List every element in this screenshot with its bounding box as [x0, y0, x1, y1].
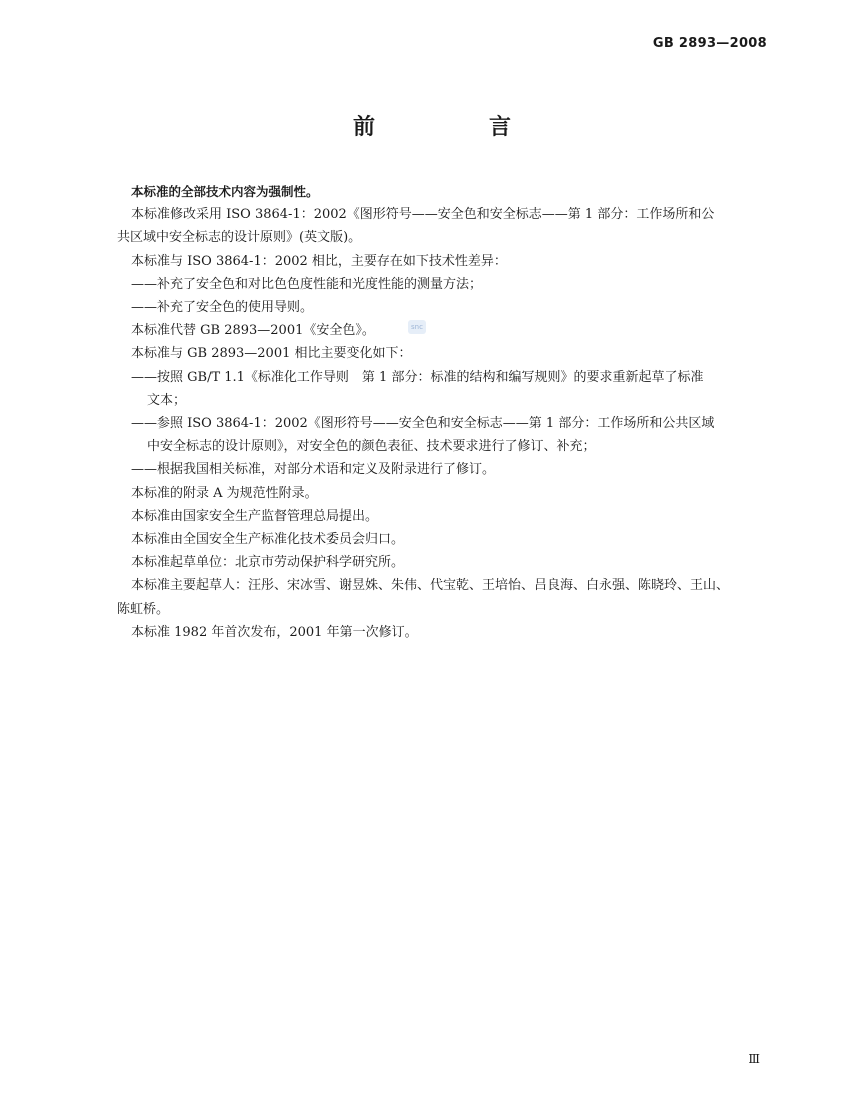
list-item-difference-2: ——补充了安全色的使用导则。 [131, 300, 314, 316]
paragraph-drafters-line2: 陈虹桥。 [117, 601, 170, 617]
list-item-change-2-line1: ——参照 ISO 3864-1：2002《图形符号——安全色和安全标志——第 1 部分：工作场所和公共区域 [131, 416, 715, 432]
paragraph-annex: 本标准的附录 A 为规范性附录。 [131, 485, 318, 501]
page-title: 前 言 [352, 115, 557, 140]
list-item-difference-1: ——补充了安全色和对比色色度性能和光度性能的测量方法； [131, 276, 483, 292]
paragraph-history: 本标准 1982 年首次发布，2001 年第一次修订。 [131, 624, 418, 640]
page-number: Ⅲ [748, 1052, 760, 1066]
paragraph-replaces: 本标准代替 GB 2893—2001《安全色》。 [131, 323, 375, 339]
paragraph-mandatory: 本标准的全部技术内容为强制性。 [131, 184, 319, 199]
watermark-logo: snc [408, 320, 426, 334]
list-item-change-2-line2: 中安全标志的设计原则》，对安全色的颜色表征、技术要求进行了修订、补充； [147, 439, 596, 455]
foreword-body [117, 180, 777, 644]
standard-code: GB 2893—2008 [652, 36, 767, 51]
paragraph-differences: 本标准与 ISO 3864-1：2002 相比，主要存在如下技术性差异： [131, 253, 507, 269]
paragraph-adoption-line1: 本标准修改采用 ISO 3864-1：2002《图形符号——安全色和安全标志——第 1 部分：工作场所和公 [131, 207, 715, 223]
list-item-change-3: ——根据我国相关标准，对部分术语和定义及附录进行了修订。 [131, 462, 496, 478]
paragraph-centralized-by: 本标准由全国安全生产标准化技术委员会归口。 [131, 532, 405, 548]
paragraph-drafters-line1: 本标准主要起草人：汪彤、宋冰雪、谢昱姝、朱伟、代宝乾、王培怡、吕良海、白永强、陈晓玲、王山、 [131, 578, 730, 594]
list-item-change-1-line1: ——按照 GB/T 1.1《标准化工作导则 第 1 部分：标准的结构和编写规则》的要求重新起草了标准 [131, 369, 704, 385]
paragraph-changes: 本标准与 GB 2893—2001 相比主要变化如下： [131, 346, 412, 362]
list-item-change-1-line2: 文本； [147, 392, 187, 408]
paragraph-proposed-by: 本标准由国家安全生产监督管理总局提出。 [131, 508, 379, 524]
paragraph-adoption-line2: 共区域中安全标志的设计原则》(英文版)。 [117, 230, 362, 246]
paragraph-drafting-unit: 本标准起草单位：北京市劳动保护科学研究所。 [131, 555, 405, 571]
